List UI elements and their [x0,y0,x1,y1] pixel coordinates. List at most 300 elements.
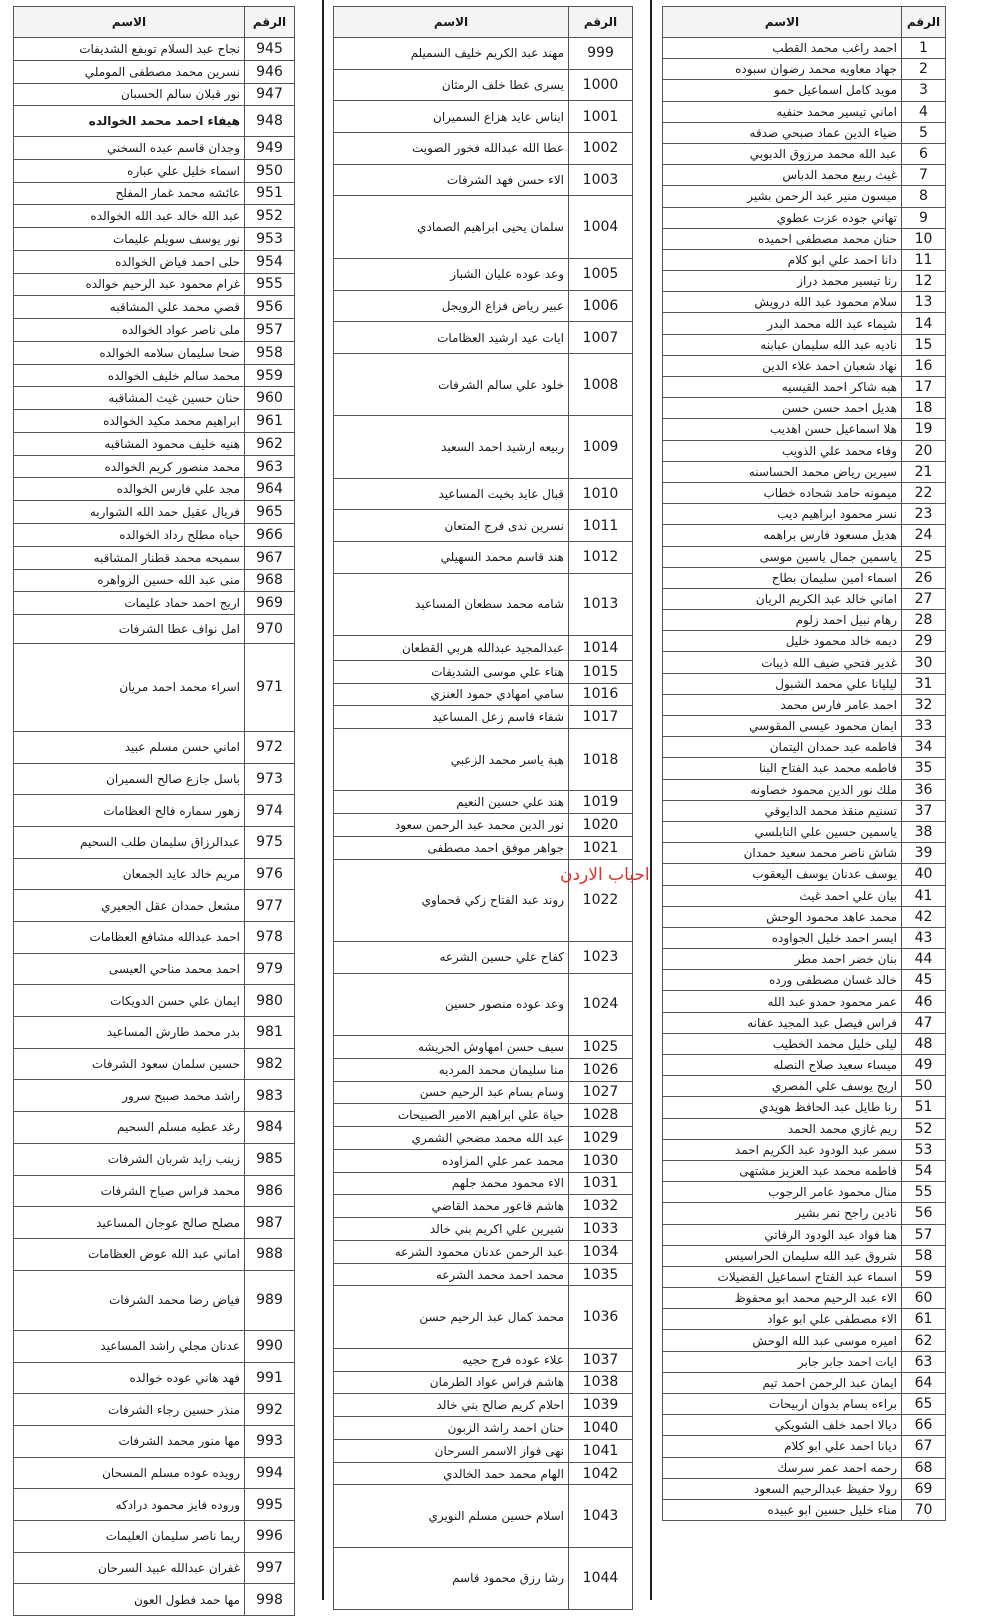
row-name: وجدان قاسم عبده السخني [14,136,245,159]
table-row [663,1351,946,1372]
row-number: 947 [245,83,295,106]
row-number: 29 [902,631,946,652]
row-name: وسام بسام عبد الرحيم حسن [334,1081,569,1104]
names-table-1 [662,6,946,1521]
row-number: 56 [902,1203,946,1224]
table-row [663,1245,946,1266]
row-number: 67 [902,1436,946,1457]
row-number: 1023 [569,941,633,973]
table-row [334,1104,633,1127]
row-number: 964 [245,478,295,501]
table-row [663,737,946,758]
table-row [663,249,946,270]
row-number: 30 [902,652,946,673]
row-name: احلام كريم صالح بني خالد [334,1394,569,1417]
row-name: عمر محمود حمدو عبد الله [663,991,902,1012]
table-row [334,1348,633,1371]
row-number: 1002 [569,133,633,165]
table-row [14,1521,295,1553]
table-row [663,610,946,631]
row-name: ديالا احمد خلف الشويكي [663,1415,902,1436]
row-name: رحمه احمد عمر سرسك [663,1457,902,1478]
table-row [14,1112,295,1144]
row-name: سميحه محمد قطنار المشاقبه [14,546,245,569]
table-row [14,136,295,159]
row-name: اسماء عبد الفتاح اسماعيل الفضيلات [663,1266,902,1287]
table-row [663,334,946,355]
row-name: مجد علي فارس الخوالده [14,478,245,501]
row-number: 1004 [569,196,633,258]
table-row [334,573,633,635]
row-name: الاء محمود محمد جلهم [334,1172,569,1195]
row-number: 11 [902,249,946,270]
table-row [663,1415,946,1436]
row-name: نجاح عبد السلام توبفع الشديفات [14,38,245,61]
row-number: 974 [245,795,295,827]
row-name: نور يوسف سويلم عليمات [14,228,245,251]
row-number: 1019 [569,791,633,814]
table-row [14,273,295,296]
row-number: 39 [902,843,946,864]
table-row [663,673,946,694]
row-name: نسرين محمد مصطفى الموملي [14,60,245,83]
row-name: الاء عبد الرحيم محمد ابو محفوظ [663,1288,902,1309]
row-number: 956 [245,296,295,319]
row-number: 973 [245,763,295,795]
row-name: مريم خالد عايد الجمعان [14,858,245,890]
row-number: 965 [245,501,295,524]
row-number: 968 [245,569,295,592]
row-number: 57 [902,1224,946,1245]
row-number: 970 [245,615,295,644]
row-name: ابراهيم محمد مكيد الخوالده [14,410,245,433]
header-name: الاسم [663,7,902,38]
table-row [663,1097,946,1118]
table-row [334,542,633,574]
table-row [14,182,295,205]
table-row [334,1058,633,1081]
row-name: ميساء سعيد صلاح النصله [663,1055,902,1076]
row-number: 14 [902,313,946,334]
row-name: راشد محمد صبيح سرور [14,1080,245,1112]
row-number: 1039 [569,1394,633,1417]
table-row [334,1417,633,1440]
row-name: عبد الرحمن عدنان محمود الشرعه [334,1240,569,1263]
table-row [663,1266,946,1287]
row-number: 975 [245,826,295,858]
row-name: سامي امهادي حمود العنزي [334,683,569,706]
row-number: 55 [902,1182,946,1203]
row-name: عطا الله عبدالله فخور الصويت [334,133,569,165]
row-name: فراس فيصل عبد المجيد عفانه [663,1012,902,1033]
row-number: 1022 [569,859,633,941]
row-number: 950 [245,159,295,182]
row-number: 1000 [569,69,633,101]
row-name: شيرين علي اكريم بني خالد [334,1218,569,1241]
row-number: 1013 [569,573,633,635]
row-name: هند قاسم محمد السهيلي [334,542,569,574]
table-row [14,228,295,251]
row-name: عبد الله محمد مضحي الشمري [334,1127,569,1150]
row-name: اسلام حسين مسلم النويري [334,1485,569,1547]
table-row [663,143,946,164]
row-number: 36 [902,779,946,800]
row-number: 1025 [569,1036,633,1059]
row-name: مناء خليل حسين ابو عبيده [663,1499,902,1520]
table-row [14,592,295,615]
table-row [14,890,295,922]
row-number: 982 [245,1048,295,1080]
row-number: 995 [245,1489,295,1521]
row-name: ريم غازي محمد الحمد [663,1118,902,1139]
table-row [663,440,946,461]
table-row [663,1203,946,1224]
table-row [14,364,295,387]
row-number: 1009 [569,416,633,478]
row-number: 1005 [569,258,633,290]
row-number: 63 [902,1351,946,1372]
table-row [663,1012,946,1033]
row-name: رولا حفيظ عبدالرحيم السعود [663,1478,902,1499]
row-number: 44 [902,949,946,970]
row-number: 37 [902,800,946,821]
table-row [334,1081,633,1104]
table-row [663,758,946,779]
table-row [14,643,295,731]
row-number: 952 [245,205,295,228]
table-row [663,186,946,207]
row-name: رغد عطيه مسلم السحيم [14,1112,245,1144]
table-row [14,106,295,137]
table-row [663,1394,946,1415]
table-row [663,1288,946,1309]
row-name: هيفاء احمد محمد الخوالده [14,106,245,137]
table-row [663,800,946,821]
row-number: 1030 [569,1149,633,1172]
table-row [14,159,295,182]
row-name: اريج يوسف علي المصري [663,1076,902,1097]
row-number: 958 [245,341,295,364]
table-row [334,164,633,196]
row-name: ايات عيد ارشيد العظامات [334,322,569,354]
row-number: 993 [245,1426,295,1458]
table-row [334,1485,633,1547]
table-row [663,1055,946,1076]
row-number: 42 [902,906,946,927]
row-number: 50 [902,1076,946,1097]
row-name: عبير رياض فزاع الرويجل [334,290,569,322]
row-number: 988 [245,1238,295,1270]
row-name: شروق عبد الله سليمان الحراسيس [663,1245,902,1266]
row-number: 990 [245,1330,295,1362]
row-name: شيماء عبد الله محمد البدر [663,313,902,334]
row-name: شفاء قاسم زعل المساعيد [334,706,569,729]
row-number: 997 [245,1552,295,1584]
table-row [663,1139,946,1160]
row-name: عبد الله خالد عبد الله الخوالده [14,205,245,228]
table-row [663,313,946,334]
row-name: كفاح علي حسين الشرعه [334,941,569,973]
table-row [334,478,633,510]
row-number: 978 [245,922,295,954]
row-name: رشا رزق محمود قاسم [334,1547,569,1609]
row-number: 1016 [569,683,633,706]
row-name: الاء مصطفى علي ابو عواد [663,1309,902,1330]
row-name: قصي محمد علي المشاقبه [14,296,245,319]
names-table-2 [333,6,633,1610]
row-name: بيان علي احمد غيث [663,885,902,906]
table-row [663,1076,946,1097]
table-row [663,1224,946,1245]
table-row [663,779,946,800]
row-number: 51 [902,1097,946,1118]
row-name: ليليانا علي محمد الشبول [663,673,902,694]
row-number: 43 [902,927,946,948]
row-name: مهند عبد الكريم خليف السميلم [334,38,569,70]
table-row [334,1195,633,1218]
row-name: احمد عامر فارس محمد [663,694,902,715]
row-name: احمد راغب محمد القطب [663,38,902,59]
row-name: ربيعه ارشيد احمد السعيد [334,416,569,478]
row-name: جواهر موفق احمد مصطفى [334,837,569,860]
row-name: فريال عقيل حمد الله الشواربه [14,501,245,524]
table-row [334,1240,633,1263]
row-name: منى عبد الله حسين الزواهره [14,569,245,592]
row-number: 954 [245,250,295,273]
row-name: فاطمه محمد عبد العزيز مشتهى [663,1160,902,1181]
table-row [334,133,633,165]
row-number: 976 [245,858,295,890]
table-row [334,1036,633,1059]
row-number: 963 [245,455,295,478]
row-name: اسراء محمد احمد مريان [14,643,245,731]
table-row [334,941,633,973]
row-number: 1027 [569,1081,633,1104]
table-row [334,814,633,837]
row-number: 1003 [569,164,633,196]
table-row [14,795,295,827]
table-row [334,1127,633,1150]
row-name: رنا طايل عبد الحافظ هويدي [663,1097,902,1118]
table-row [663,1182,946,1203]
table-row [663,588,946,609]
table-row [663,419,946,440]
table-row [663,906,946,927]
row-name: نسر محمود ابراهيم ديب [663,504,902,525]
row-number: 980 [245,985,295,1017]
table-row [663,38,946,59]
row-number: 59 [902,1266,946,1287]
row-name: باسل جازع صالح السميران [14,763,245,795]
table-row [14,524,295,547]
row-name: عبدالرزاق سليمان طلب السحيم [14,826,245,858]
table-row [663,1160,946,1181]
table-row [663,292,946,313]
row-name: ضياء الدين عماد صبحي صدقه [663,122,902,143]
row-number: 41 [902,885,946,906]
row-name: فهد هاني عوده خوالده [14,1362,245,1394]
row-number: 972 [245,731,295,763]
table-row [663,271,946,292]
table-row [334,322,633,354]
row-name: مشعل حمدان عقل الجعيري [14,890,245,922]
row-number: 28 [902,610,946,631]
row-name: فاطمه عبد حمدان اليتمان [663,737,902,758]
row-name: ياسمين جمال ياسين موسى [663,546,902,567]
row-name: تسنيم منقذ محمد الدايوقي [663,800,902,821]
row-number: 1035 [569,1263,633,1286]
row-name: رويده عوده مسلم المسحان [14,1457,245,1489]
row-number: 35 [902,758,946,779]
row-number: 1014 [569,636,633,661]
table-row [14,1394,295,1426]
row-number: 19 [902,419,946,440]
table-row [14,38,295,61]
row-number: 64 [902,1372,946,1393]
table-row [14,615,295,644]
row-name: غيث ربيع محمد الدباس [663,165,902,186]
row-name: خلود علي سالم الشرفات [334,353,569,415]
names-column-2 [333,6,633,1610]
row-number: 979 [245,953,295,985]
row-name: هند علي حسين النعيم [334,791,569,814]
table-row [334,101,633,133]
names-table-3 [13,6,295,1616]
row-number: 961 [245,410,295,433]
row-name: ضحا سليمان سلامه الخوالده [14,341,245,364]
row-name: احمد عبدالله مشافع العظامات [14,922,245,954]
row-name: هديل مسعود فارس براهمه [663,525,902,546]
row-number: 58 [902,1245,946,1266]
row-name: عبد الله محمد مرزوق الدبوبي [663,143,902,164]
row-number: 959 [245,364,295,387]
row-number: 957 [245,319,295,342]
row-name: روند عبد الفتاح زكي قحماوي [334,859,569,941]
row-name: محمد عمر علي المزاوده [334,1149,569,1172]
row-number: 1021 [569,837,633,860]
row-name: ليلى خليل محمد الخطيب [663,1033,902,1054]
table-row [334,38,633,70]
row-number: 1024 [569,973,633,1035]
row-number: 1034 [569,1240,633,1263]
row-name: محمد احمد محمد الشرعه [334,1263,569,1286]
row-number: 16 [902,355,946,376]
row-name: حلى احمد فياض الخوالده [14,250,245,273]
row-number: 985 [245,1143,295,1175]
row-name: وعد عوده عليان الشباز [334,258,569,290]
row-name: اماني حسن مسلم عبيد [14,731,245,763]
table-row [663,843,946,864]
table-row [663,927,946,948]
row-number: 1036 [569,1286,633,1348]
table-row [14,1238,295,1270]
row-name: غفران عبدالله عبيد السرحان [14,1552,245,1584]
table-row [14,387,295,410]
row-name: هديل احمد حسن حسن [663,398,902,419]
row-name: محمد عاهد محمود الوحش [663,906,902,927]
row-name: ميمونه حامد شحاده خطاب [663,482,902,503]
row-name: الاء حسن فهد الشرفات [334,164,569,196]
row-name: نور الدين محمد عبد الرحمن سعود [334,814,569,837]
column-divider-right [650,0,652,1600]
table-row [334,837,633,860]
table-row [14,296,295,319]
row-name: قبال عايد بخيت المساعيد [334,478,569,510]
table-row [663,377,946,398]
row-number: 955 [245,273,295,296]
row-number: 1028 [569,1104,633,1127]
header-name: الاسم [334,7,569,38]
row-name: وعد عوده منصور حسين [334,973,569,1035]
row-name: اماني تيسير محمد حنفيه [663,101,902,122]
row-name: زينب زايد شربان الشرفات [14,1143,245,1175]
row-number: 1010 [569,478,633,510]
table-row [663,525,946,546]
row-number: 54 [902,1160,946,1181]
row-number: 21 [902,461,946,482]
table-row [663,949,946,970]
row-number: 948 [245,106,295,137]
row-name: مها حمد فطول العون [14,1584,245,1616]
table-row [14,1489,295,1521]
table-row [663,546,946,567]
table-row [663,970,946,991]
row-number: 52 [902,1118,946,1139]
row-name: حنان احمد راشد الزبون [334,1417,569,1440]
row-name: هبة ياسر محمد الزعبي [334,729,569,791]
table-row [14,731,295,763]
row-name: ديانا احمد علي ابو كلام [663,1436,902,1457]
row-name: نور قبلان سالم الحسبان [14,83,245,106]
table-row [334,729,633,791]
table-row [14,478,295,501]
row-number: 60 [902,1288,946,1309]
row-number: 962 [245,432,295,455]
row-name: احمد محمد مناحي العيسى [14,953,245,985]
table-row [663,355,946,376]
row-number: 25 [902,546,946,567]
header-num: الرقم [569,7,633,38]
table-row [14,1080,295,1112]
row-number: 22 [902,482,946,503]
table-row [14,83,295,106]
row-number: 1042 [569,1462,633,1485]
table-row [14,205,295,228]
row-number: 1031 [569,1172,633,1195]
row-name: رنا تيسير محمد دراز [663,271,902,292]
row-number: 989 [245,1270,295,1330]
row-name: الهام محمد حمد الخالدي [334,1462,569,1485]
row-name: دانا احمد علي ابو كلام [663,249,902,270]
row-name: اسماء خليل علي عباره [14,159,245,182]
row-name: ياسمين حسين علي النابلسي [663,821,902,842]
row-name: نادين راجح نمر بشير [663,1203,902,1224]
table-row [14,826,295,858]
row-number: 951 [245,182,295,205]
table-row [663,821,946,842]
table-row [663,1033,946,1054]
row-name: يوسف عدنان يوسف اليعقوب [663,864,902,885]
table-row [14,1426,295,1458]
row-number: 987 [245,1207,295,1239]
table-row [334,1439,633,1462]
table-row [663,207,946,228]
table-row [334,706,633,729]
row-name: ايسر احمد خليل الجواوده [663,927,902,948]
table-row [334,1462,633,1485]
row-number: 24 [902,525,946,546]
row-number: 1043 [569,1485,633,1547]
